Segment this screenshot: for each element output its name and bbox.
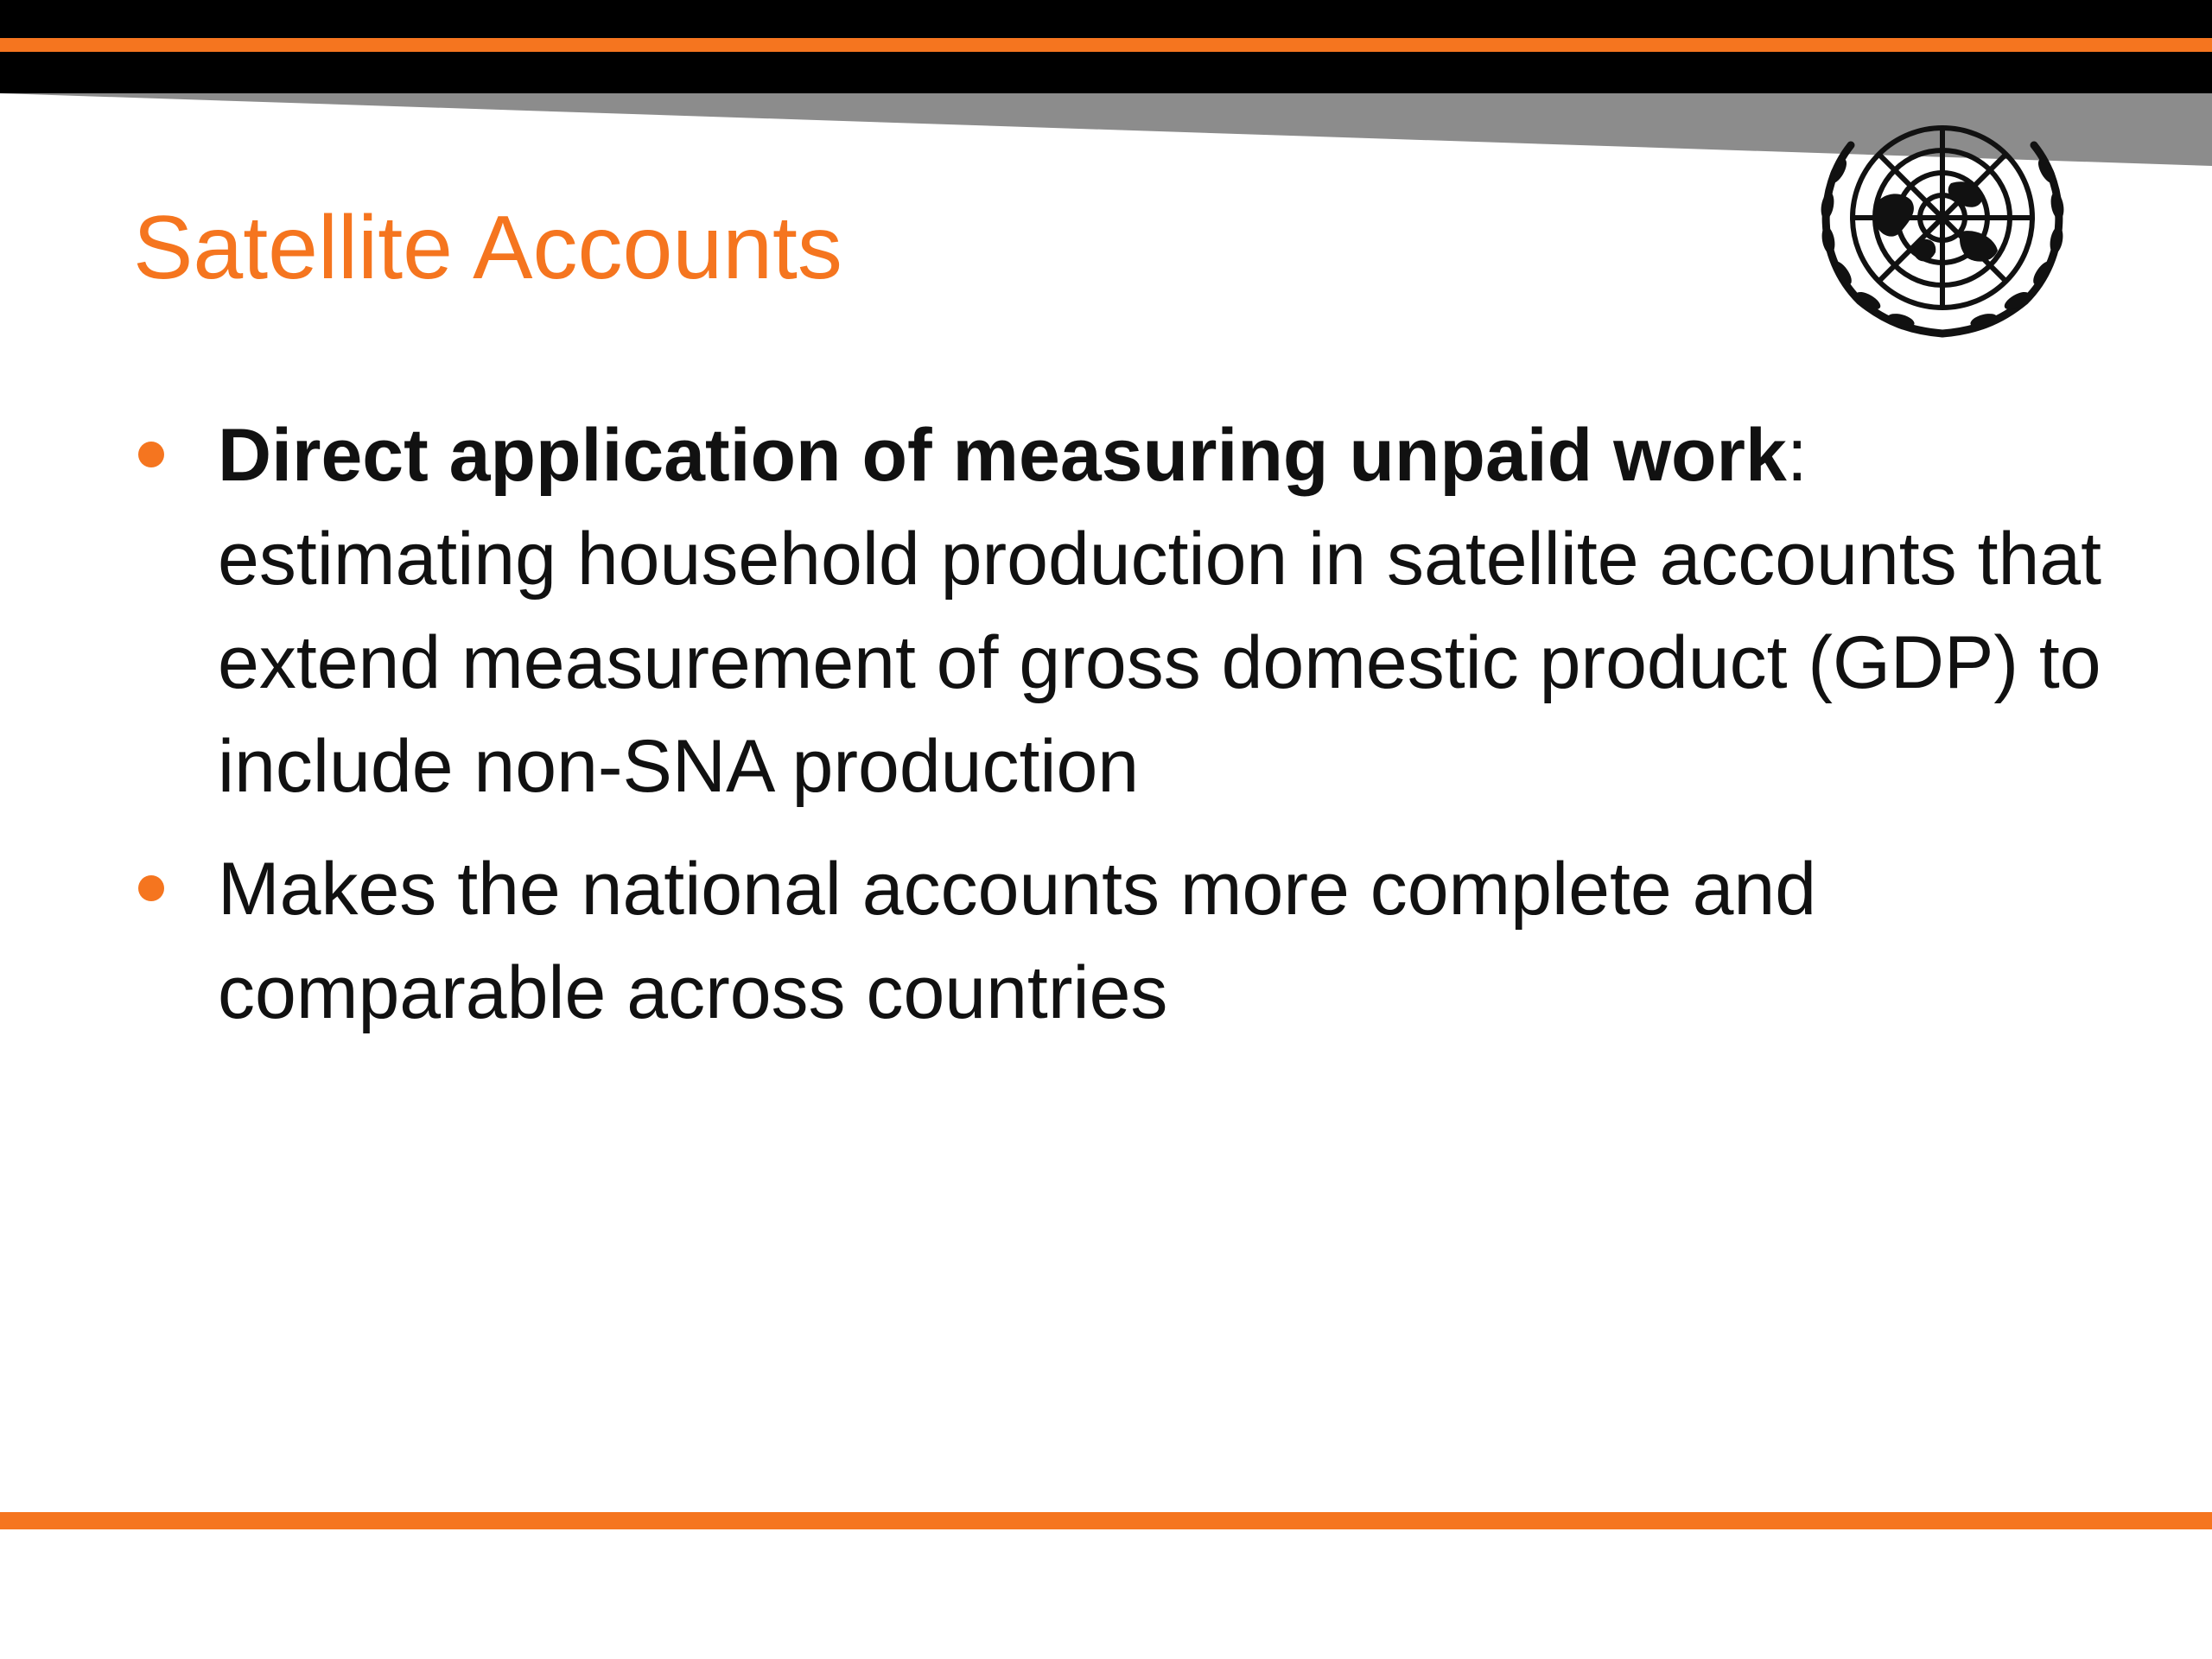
bullet-separator: : [1786, 414, 1808, 497]
united-nations-emblem-icon [1799, 111, 2086, 344]
footer-orange-line [0, 1512, 2212, 1529]
bullet-body-text: Makes the national accounts more complete and comparable across countries [218, 848, 1817, 1034]
bullet-item [138, 404, 2126, 818]
slide-title: Satellite Accounts [133, 198, 842, 298]
bullet-item [138, 837, 2126, 1045]
header-orange-stripe [0, 38, 2212, 52]
bullet-lead-text: Direct application of measuring unpaid work [218, 414, 1787, 497]
bullet-body-text: estimating household production in satellite accounts that extend measurement of gross domestic product (GDP) to include non-SNA production [218, 518, 2102, 808]
bullet-list [138, 404, 2126, 1064]
bullet-icon [138, 442, 164, 467]
bullet-icon [138, 875, 164, 901]
